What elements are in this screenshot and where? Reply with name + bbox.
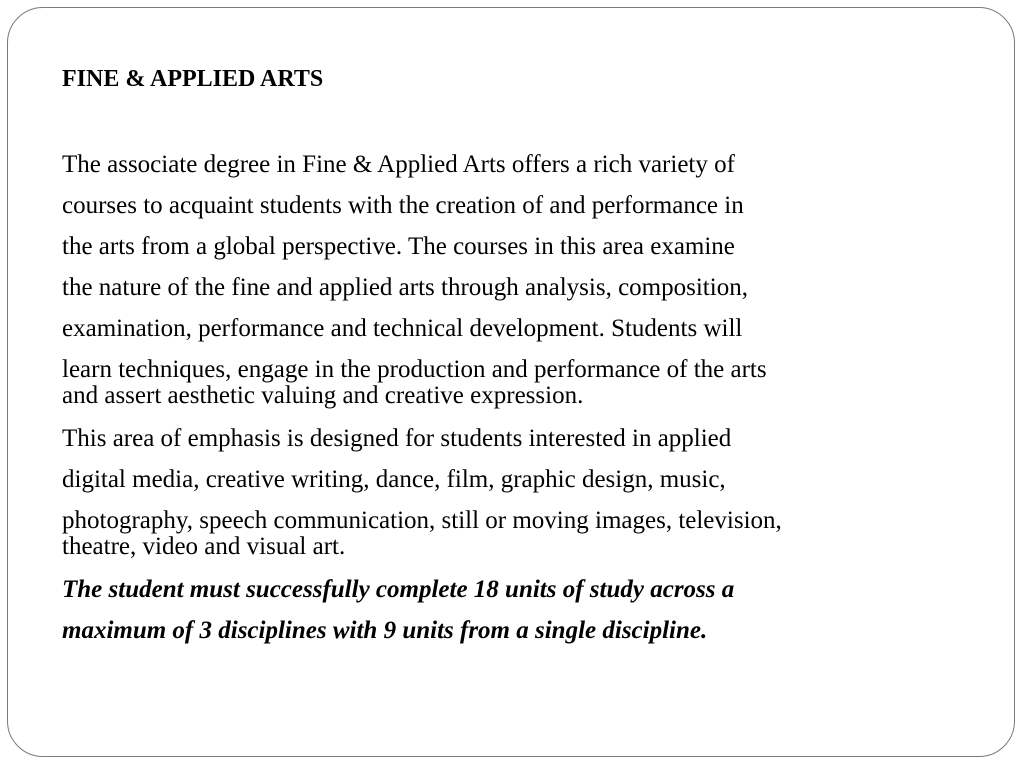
slide-title: FINE & APPLIED ARTS	[62, 66, 324, 92]
description-line: examination, performance and technical development. Students will	[62, 315, 743, 342]
emphasis-line: digital media, creative writing, dance, film, graphic design, music,	[62, 466, 726, 493]
requirement-line: maximum of 3 disciplines with 9 units from a single discipline.	[62, 617, 708, 644]
emphasis-line: This area of emphasis is designed for students interested in applied	[62, 425, 732, 452]
emphasis-line-continuation: theatre, video and visual art.	[62, 533, 346, 560]
description-line: learn techniques, engage in the production and performance of the arts	[62, 356, 767, 383]
requirement-statement	[62, 569, 962, 651]
description-line: the arts from a global perspective. The courses in this area examine	[62, 233, 735, 260]
emphasis-paragraph	[62, 418, 962, 561]
description-line: the nature of the fine and applied arts through analysis, composition,	[62, 274, 748, 301]
emphasis-line: photography, speech communication, still or moving images, television,	[62, 507, 782, 534]
description-line-continuation: and assert aesthetic valuing and creative expression.	[62, 382, 584, 409]
description-paragraph	[62, 144, 962, 410]
description-line: courses to acquaint students with the creation of and performance in	[62, 192, 744, 219]
description-line: The associate degree in Fine & Applied Arts offers a rich variety of	[62, 151, 735, 178]
requirement-line: The student must successfully complete 18 units of study across a	[62, 576, 735, 603]
slide-content	[62, 62, 962, 651]
